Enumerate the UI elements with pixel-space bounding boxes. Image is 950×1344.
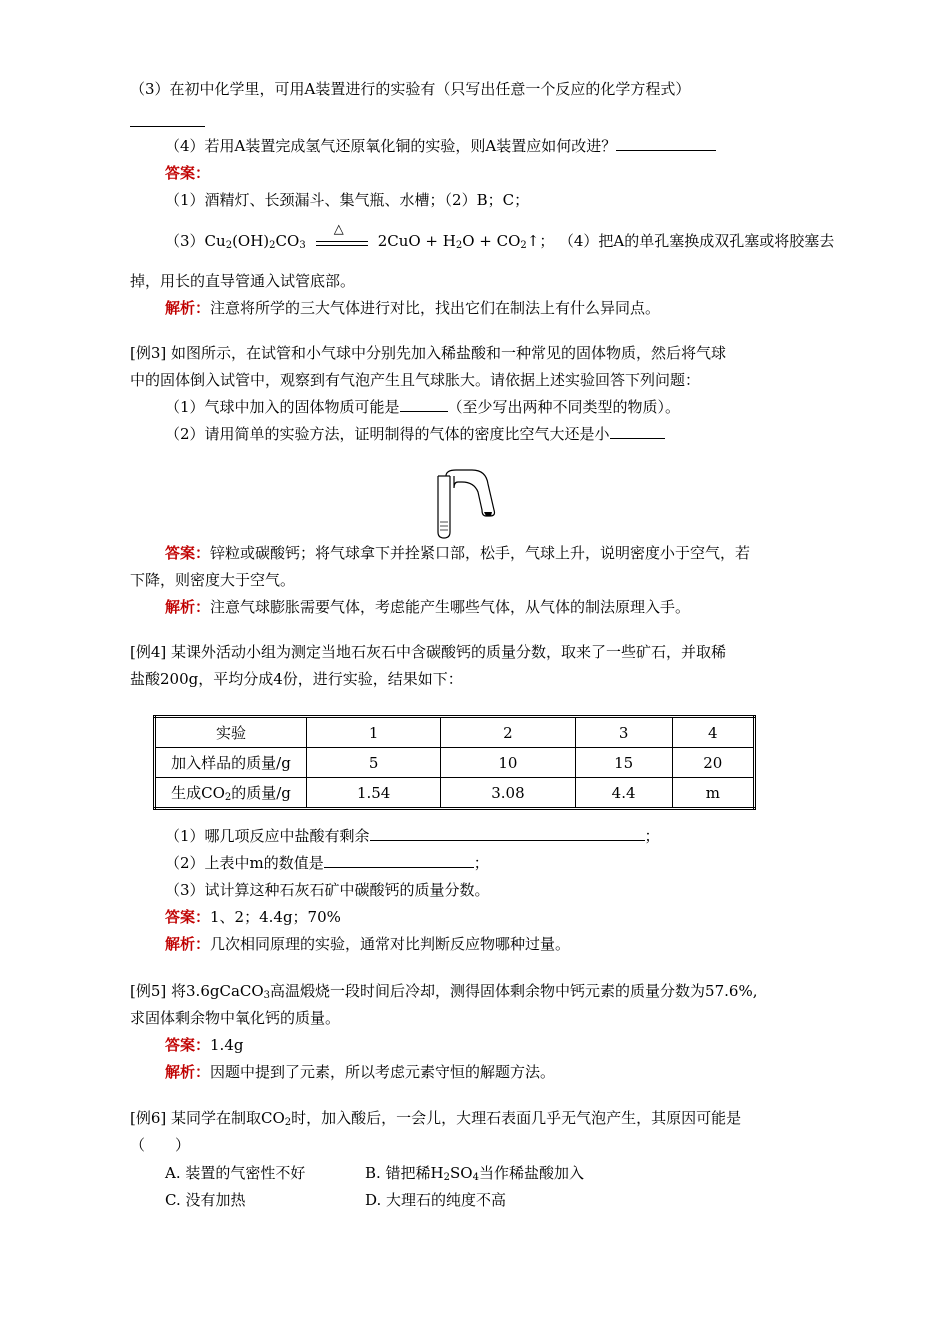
- ex2-analysis: 解析：注意将所学的三大气体进行对比，找出它们在制法上有什么异同点。: [165, 299, 661, 317]
- ex6-intro-1: [例6] 某同学在制取$CO_2$时，加入酸后，一会儿，大理石表面几乎无气泡产生，其原因可能是: [130, 1109, 742, 1128]
- ex5-answer: 答案：1.4g: [165, 1036, 244, 1054]
- ex2-q3-blank: [130, 112, 205, 132]
- ex4-intro-1: [例4] 某课外活动小组为测定当地石灰石中含碳酸钙的质量分数，取来了一些矿石，并取稀: [130, 643, 727, 661]
- ex4-answer: 答案：1、2；4.4g；70%: [165, 908, 341, 926]
- table-row: 生成$CO_2$的质量/g 1.54 3.08 4.4 m: [155, 778, 755, 809]
- ex2-question-4: （4）若用A装置完成氢气还原氧化铜的实验，则A装置应如何改进？: [165, 136, 716, 156]
- ex2-answer-1-2: （1）酒精灯、长颈漏斗、集气瓶、水槽；（2）B；C；: [165, 191, 530, 209]
- ex3-intro-2: 中的固体倒入试管中，观察到有气泡产生且气球胀大。请依据上述实验回答下列问题：: [130, 371, 701, 389]
- ex6-option-a: A. 装置的气密性不好: [165, 1164, 306, 1182]
- ex3-analysis: 解析：注意气球膨胀需要气体，考虑能产生哪些气体，从气体的制法原理入手。: [165, 598, 691, 616]
- table-row: 加入样品的质量/g 5 10 15 20: [155, 748, 755, 778]
- ex2-answer-label: 答案：: [165, 164, 211, 182]
- balloon: [446, 470, 495, 516]
- ex5-intro-1: [例5] 将3.6gCaCO$_3$高温煅烧一段时间后冷却，测得固体剩余物中钙元素的质量分数为57.6%,: [130, 982, 758, 1001]
- ex6-option-b: B. 错把稀$H_2SO_4$当作稀盐酸加入: [365, 1164, 584, 1183]
- ex5-intro-2: 求固体剩余物中氧化钙的质量。: [130, 1009, 341, 1027]
- ex2-answer-4-cont: 掉，用长的直导管通入试管底部。: [130, 272, 356, 290]
- ex3-question-1: （1）气球中加入的固体物质可能是 （至少写出两种不同类型的物质）。: [165, 398, 681, 416]
- ex6-intro-2: （ ）: [130, 1136, 191, 1154]
- ex4-intro-2: 盐酸200g，平均分成4份，进行实验，结果如下：: [130, 670, 463, 688]
- experiment-table: [153, 715, 756, 810]
- ex2-answer-3-4: $(3)Cu_2(OH)_2CO_3$ △ $2CuO + H_2O$ + $CO_2↑$； （4）把A的单孔塞换成双孔塞或将胶塞去: [165, 222, 835, 251]
- ex2-question-3: （3）在初中化学里，可用A装置进行的实验有（只写出任意一个反应的化学方程式）: [130, 80, 691, 98]
- ex4-question-2: （2）上表中m的数值是 ；: [165, 854, 489, 872]
- ex6-option-c: C. 没有加热: [165, 1191, 246, 1209]
- reaction-condition-heat: △: [316, 232, 368, 252]
- ex5-analysis: 解析：因题中提到了元素，所以考虑元素守恒的解题方法。: [165, 1063, 556, 1081]
- ex3-answer-1: 答案：锌粒或碳酸钙；将气球拿下并拴紧口部，松手，气球上升，说明密度小于空气，若: [165, 544, 751, 562]
- test-tube: [438, 476, 450, 538]
- ex3-intro-1: [例3] 如图所示，在试管和小气球中分别先加入稀盐酸和一种常见的固体物质，然后将气球: [130, 344, 727, 362]
- ex6-option-d: D. 大理石的纯度不高: [365, 1191, 507, 1209]
- ex3-question-2: （2）请用简单的实验方法，证明制得的气体的密度比空气大还是小: [165, 424, 665, 444]
- ex4-question-1: （1）哪几项反应中盐酸有剩余 ；: [165, 827, 660, 845]
- test-tube-balloon-figure: [432, 468, 502, 540]
- ex4-question-3: （3）试计算这种石灰石矿中碳酸钙的质量分数。: [165, 881, 490, 899]
- ex3-answer-2: 下降，则密度大于空气。: [130, 571, 296, 589]
- ex4-analysis: 解析：几次相同原理的实验，通常对比判断反应物哪种过量。: [165, 935, 571, 953]
- table-row: 实验 1 2 3 4: [155, 717, 755, 748]
